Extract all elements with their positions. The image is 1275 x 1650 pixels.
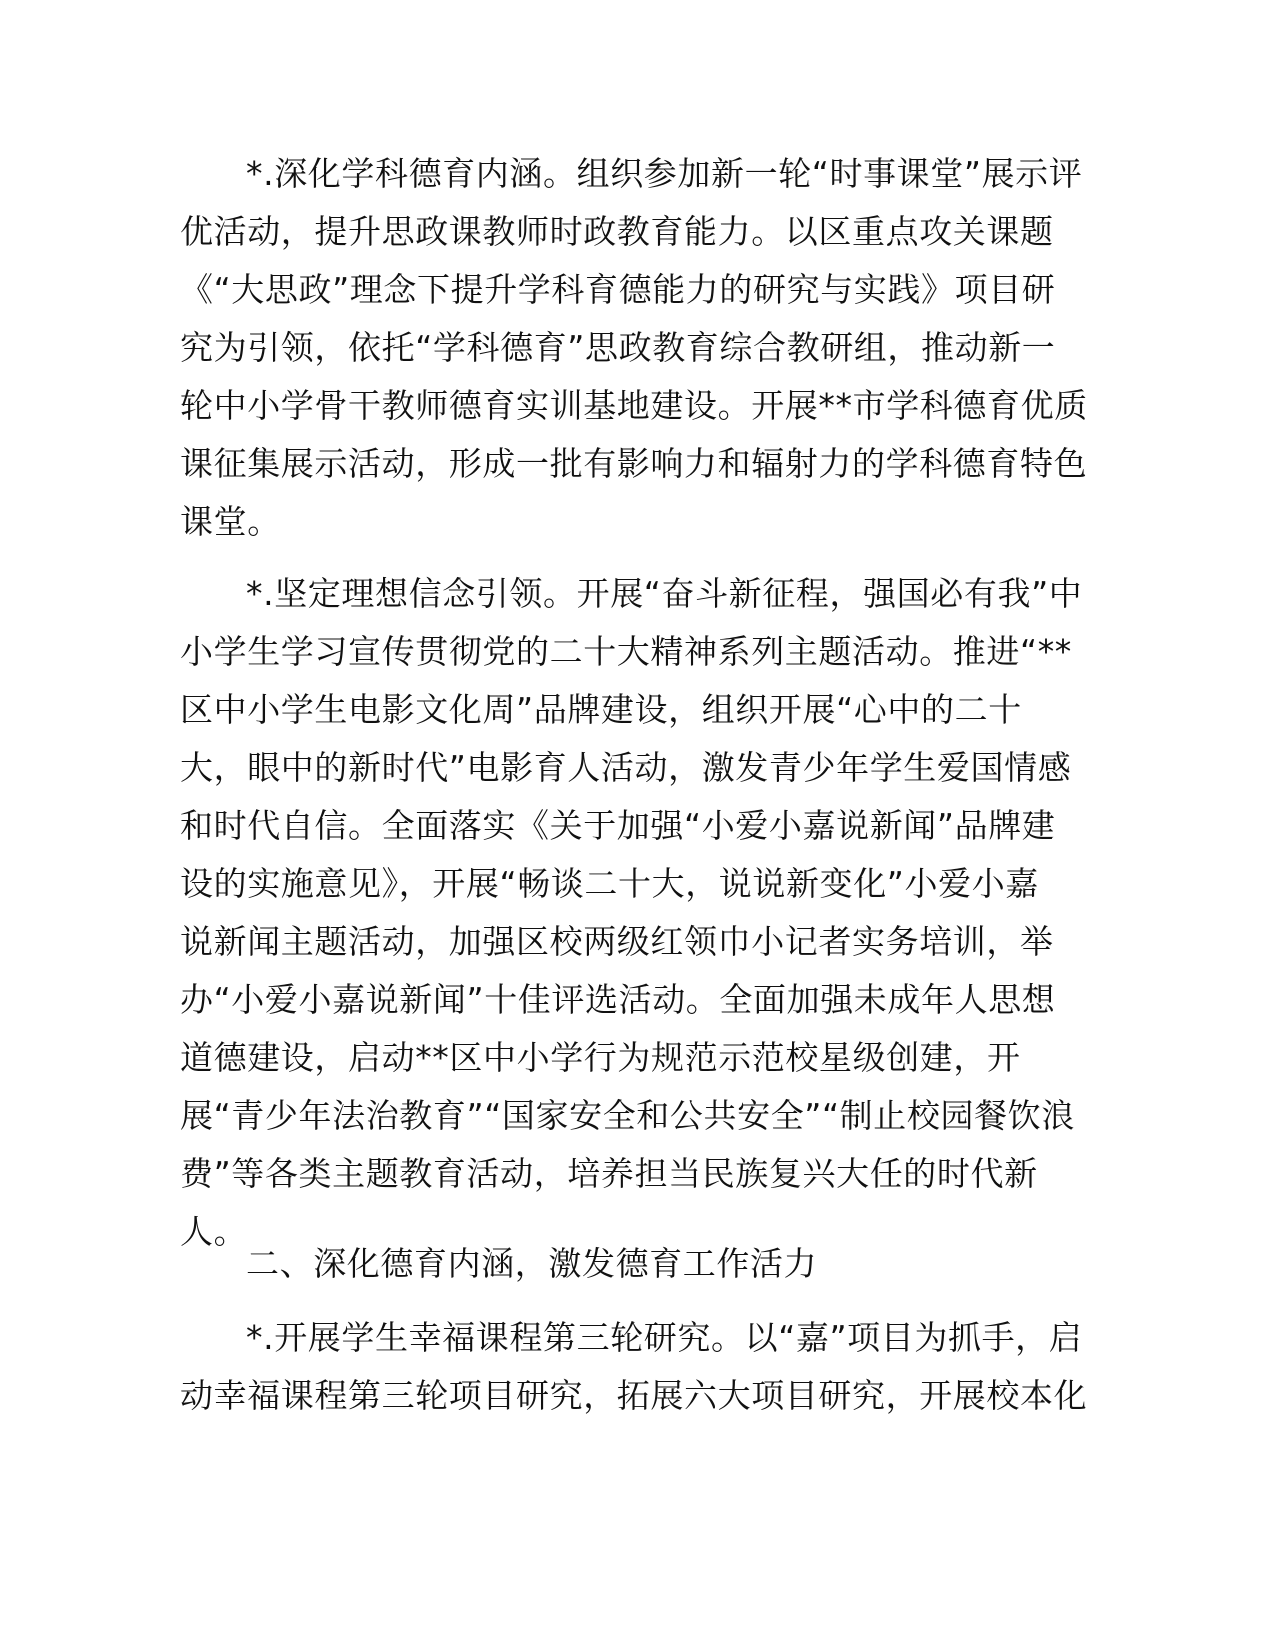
text-line: 展“青少年法治教育”“国家安全和公共安全”“制止校园餐饮浪 bbox=[180, 1096, 1075, 1135]
text-line: 优活动，提升思政课教师时政教育能力。以区重点攻关课题 bbox=[180, 212, 1054, 251]
text-line: 说新闻主题活动，加强区校两级红领巾小记者实务培训，举 bbox=[180, 922, 1054, 961]
text-line: 办“小爱小嘉说新闻”十佳评选活动。全面加强未成年人思想 bbox=[180, 980, 1056, 1019]
text-line: 和时代自信。全面落实《关于加强“小爱小嘉说新闻”品牌建 bbox=[180, 806, 1056, 845]
text-line: 大，眼中的新时代”电影育人活动，激发青少年学生爱国情感 bbox=[180, 748, 1072, 787]
text-line: *.深化学科德育内涵。组织参加新一轮“时事课堂”展示评 bbox=[246, 154, 1083, 193]
text-line: 《“大思政”理念下提升学科育德能力的研究与实践》项目研 bbox=[180, 270, 1056, 309]
text-line: 设的实施意见》，开展“畅谈二十大，说说新变化”小爱小嘉 bbox=[180, 864, 1039, 903]
text-line: 人。 bbox=[180, 1212, 248, 1251]
text-line: 课堂。 bbox=[180, 502, 281, 541]
text-line: 小学生学习宣传贯彻党的二十大精神系列主题活动。推进“** bbox=[180, 632, 1072, 671]
paragraph-happiness-curriculum bbox=[180, 1309, 1087, 1425]
text-line: 究为引领，依托“学科德育”思政教育综合教研组，推动新一 bbox=[180, 328, 1056, 367]
text-line: 道德建设，启动**区中小学行为规范示范校星级创建，开 bbox=[180, 1038, 1021, 1077]
text-line: 课征集展示活动，形成一批有影响力和辐射力的学科德育特色 bbox=[180, 444, 1088, 483]
paragraph-ideals-and-beliefs bbox=[180, 565, 1082, 1261]
text-line: 动幸福课程第三轮项目研究，拓展六大项目研究，开展校本化 bbox=[180, 1376, 1088, 1415]
text-line: *.开展学生幸福课程第三轮研究。以“嘉”项目为抓手，启 bbox=[246, 1318, 1083, 1357]
paragraph-subject-moral-education bbox=[180, 145, 1088, 551]
text-line: *.坚定理想信念引领。开展“奋斗新征程，强国必有我”中 bbox=[246, 574, 1083, 613]
text-line: 区中小学生电影文化周”品牌建设，组织开展“心中的二十 bbox=[180, 690, 1022, 729]
section-heading bbox=[180, 1235, 817, 1293]
text-line: 轮中小学骨干教师德育实训基地建设。开展**市学科德育优质 bbox=[180, 386, 1088, 425]
section-heading-text: 二、深化德育内涵，激发德育工作活力 bbox=[246, 1244, 818, 1283]
text-line: 费”等各类主题教育活动，培养担当民族复兴大任的时代新 bbox=[180, 1154, 1038, 1193]
